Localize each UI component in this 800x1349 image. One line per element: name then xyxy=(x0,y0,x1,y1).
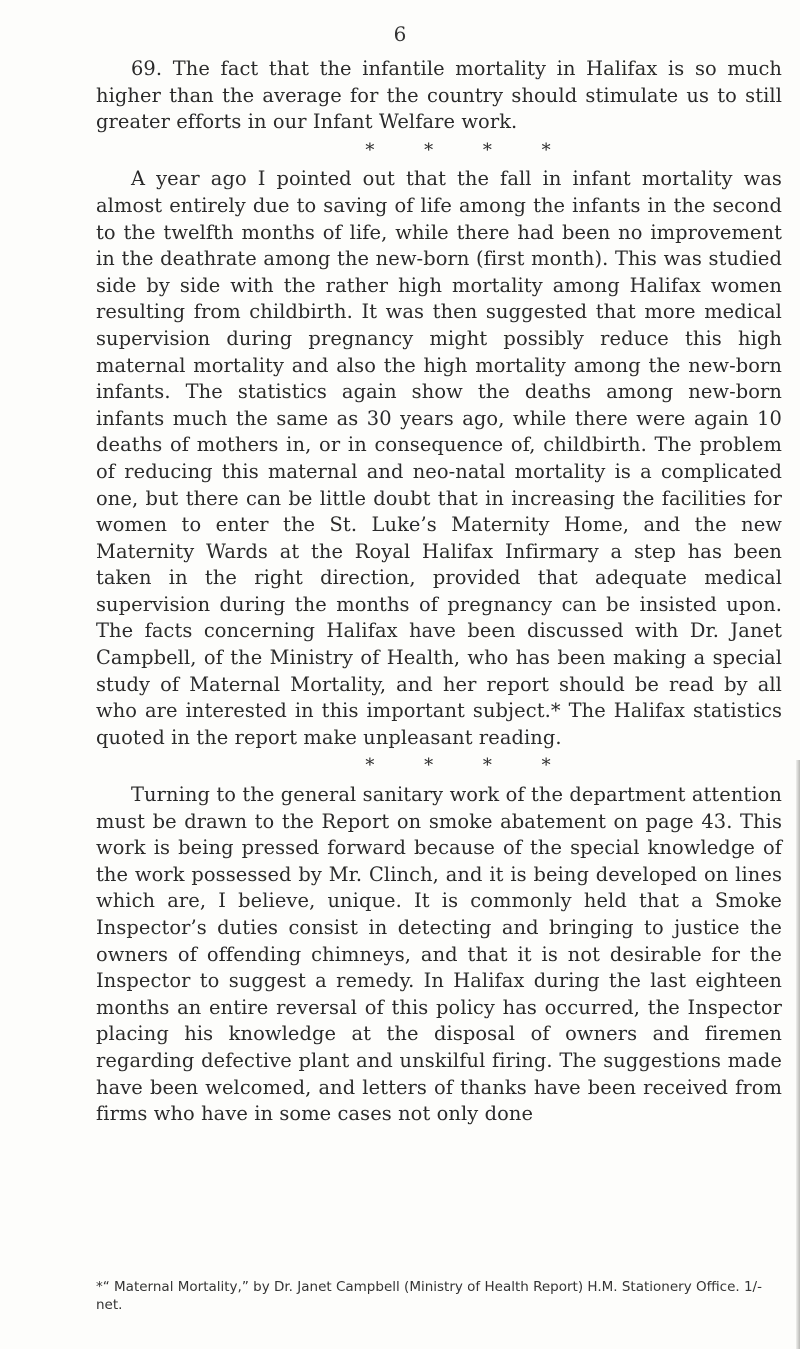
page-edge-shadow xyxy=(796,760,800,1349)
footnote: *“ Maternal Mortality,” by Dr. Janet Campbell (Ministry of Health Report) H.M. Stationery Office. 1/- net. xyxy=(96,1279,762,1313)
page-number: 6 xyxy=(393,22,407,46)
paragraph-69: 69. The fact that the infantile mortality in Halifax is so much higher than the average for the country should stimulate us to still greater efforts in our Infant Welfare work. xyxy=(96,57,782,134)
paragraph-smoke-abatement: Turning to the general sanitary work of the department attention must be drawn to the Report on smoke abatement on page 43. This work is being pressed forward because of the special knowledge of the work possessed by Mr. Clinch, and it is being developed on lines which are, I believe, unique. It is commonly held that a Smoke Inspector’s duties consist in detecting and bringing to justice the owners of offending chimneys, and that it is not desirable for the Inspector to suggest a remedy. In Halifax during the last eighteen months an entire reversal of this policy has occurred, the Inspector placing his knowledge at the disposal of owners and firemen regarding defective plant and unskilful firing. The suggestions made have been welcomed, and letters of thanks have been received from firms who have in some cases not only done xyxy=(96,783,782,1126)
section-separator: * * * * xyxy=(365,139,573,161)
paragraph-maternal-mortality: A year ago I pointed out that the fall in infant mortality was almost entirely due to saving of life among the infants in the second to the twelfth months of life, while there had been no improvement in the deathrate among the new-born (first month). This was studied side by side with the rather high mortality among Halifax women resulting from childbirth. It was then suggested that more medical supervision during pregnancy might possibly reduce this high maternal mortality and also the high mortality among the new-born infants. The statistics again show the deaths among new-born infants much the same as 30 years ago, while there were again 10 deaths of mothers in, or in consequence of, childbirth. The problem of reducing this maternal and neo-natal mortality is a complicated one, but there can be little doubt that in increasing the facilities for women to enter the St. Luke’s Maternity Home, and the new Maternity Wards at the Royal Halifax Infirmary a step has been taken in the right direction, provided that adequate medical supervision during the months of pregnancy can be insisted upon. The facts concerning Halifax have been discussed with Dr. Janet Campbell, of the Ministry of Health, who has been making a special study of Maternal Mortality, and her report should be read by all who are interested in this important subject.* The Halifax statistics quoted in the report make unpleasant reading. xyxy=(96,167,782,749)
body-text xyxy=(96,56,782,1128)
section-separator: * * * * xyxy=(365,755,573,777)
